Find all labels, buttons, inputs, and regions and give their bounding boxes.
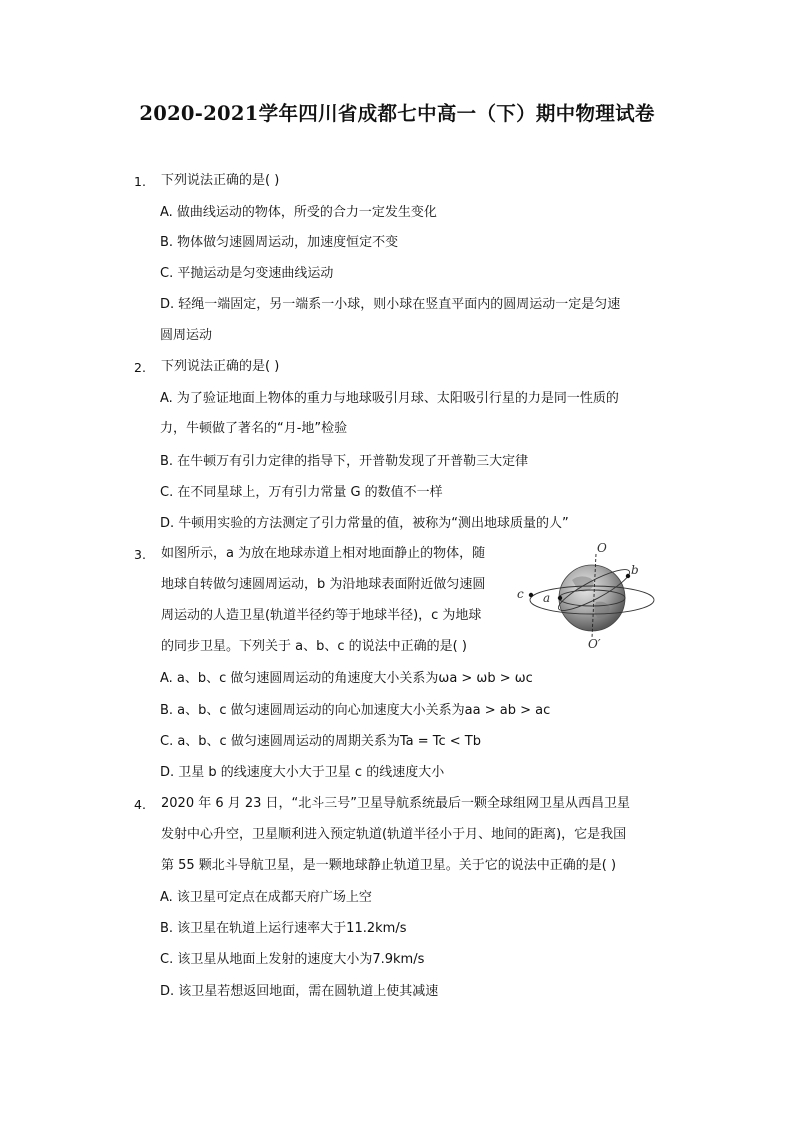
question-1-option-b: B. 物体做匀速圆周运动，加速度恒定不变 [160,235,399,250]
question-2-number: 2. [134,360,146,375]
question-3-option-c: C. a、b、c 做匀速圆周运动的周期关系为Ta = Tc < Tb [160,734,481,749]
question-2-option-d: D. 牛顿用实验的方法测定了引力常量的值，被称为“测出地球质量的人” [160,516,569,531]
question-1-option-d: D. 轻绳一端固定，另一端系一小球，则小球在竖直平面内的圆周运动一定是匀速 [160,297,621,312]
question-1-option-c: C. 平抛运动是匀变速曲线运动 [160,266,334,281]
label-c: c [517,587,524,601]
question-3-stem-2: 地球自转做匀速圆周运动，b 为沿地球表面附近做匀速圆 [161,577,486,592]
question-3-option-a: A. a、b、c 做匀速圆周运动的角速度大小关系为ωa > ωb > ωc [160,671,533,686]
question-1-number: 1. [134,174,146,189]
question-4-stem-1: 2020 年 6 月 23 日，“北斗三号”卫星导航系统最后一颗全球组网卫星从西昌卫星 [161,796,631,811]
question-1-option-d-cont: 圆周运动 [160,328,213,343]
point-c [529,593,533,597]
question-2-stem: 下列说法正确的是( ) [161,359,280,374]
question-4-option-c: C. 该卫星从地面上发射的速度大小为7.9km/s [160,952,425,967]
question-3-option-b: B. a、b、c 做匀速圆周运动的向心加速度大小关系为aa > ab > ac [160,703,551,718]
question-3-option-d: D. 卫星 b 的线速度大小大于卫星 c 的线速度大小 [160,765,445,780]
question-4-option-d: D. 该卫星若想返回地面，需在圆轨道上使其减速 [160,984,439,999]
question-2-option-a: A. 为了验证地面上物体的重力与地球吸引月球、太阳吸引行星的力是同一性质的 [160,391,619,406]
question-2-option-c: C. 在不同星球上，万有引力常量 G 的数值不一样 [160,485,443,500]
question-1-option-a: A. 做曲线运动的物体，所受的合力一定发生变化 [160,205,437,220]
label-b: b [631,563,639,577]
earth-globe [559,565,625,631]
label-o-prime: O′ [588,637,601,650]
question-3-stem-1: 如图所示，a 为放在地球赤道上相对地面静止的物体，随 [161,546,486,561]
question-4-stem-2: 发射中心升空，卫星顺利进入预定轨道(轨道半径小于月、地间的距离)，它是我国 [161,827,627,842]
question-2-option-a-cont: 力，牛顿做了著名的“月-地”检验 [160,421,348,436]
question-3-stem-4: 的同步卫星。下列关于 a、b、c 的说法中正确的是( ) [161,639,467,654]
point-b [626,574,630,578]
question-4-number: 4. [134,797,146,812]
earth-orbit-figure [514,540,664,650]
label-o: O [597,541,607,555]
question-3-number: 3. [134,547,146,562]
question-1-stem: 下列说法正确的是( ) [161,173,280,188]
question-4-option-b: B. 该卫星在轨道上运行速率大于11.2km/s [160,921,407,936]
point-a [558,596,562,600]
question-2-option-b: B. 在牛顿万有引力定律的指导下，开普勒发现了开普勒三大定律 [160,454,529,469]
page-title: 2020-2021学年四川省成都七中高一（下）期中物理试卷 [139,102,655,125]
question-4-option-a: A. 该卫星可定点在成都天府广场上空 [160,890,372,905]
question-4-stem-3: 第 55 颗北斗导航卫星，是一颗地球静止轨道卫星。关于它的说法中正确的是( ) [161,858,617,873]
label-a: a [543,591,551,605]
question-3-stem-3: 周运动的人造卫星(轨道半径约等于地球半径)，c 为地球 [161,608,482,623]
